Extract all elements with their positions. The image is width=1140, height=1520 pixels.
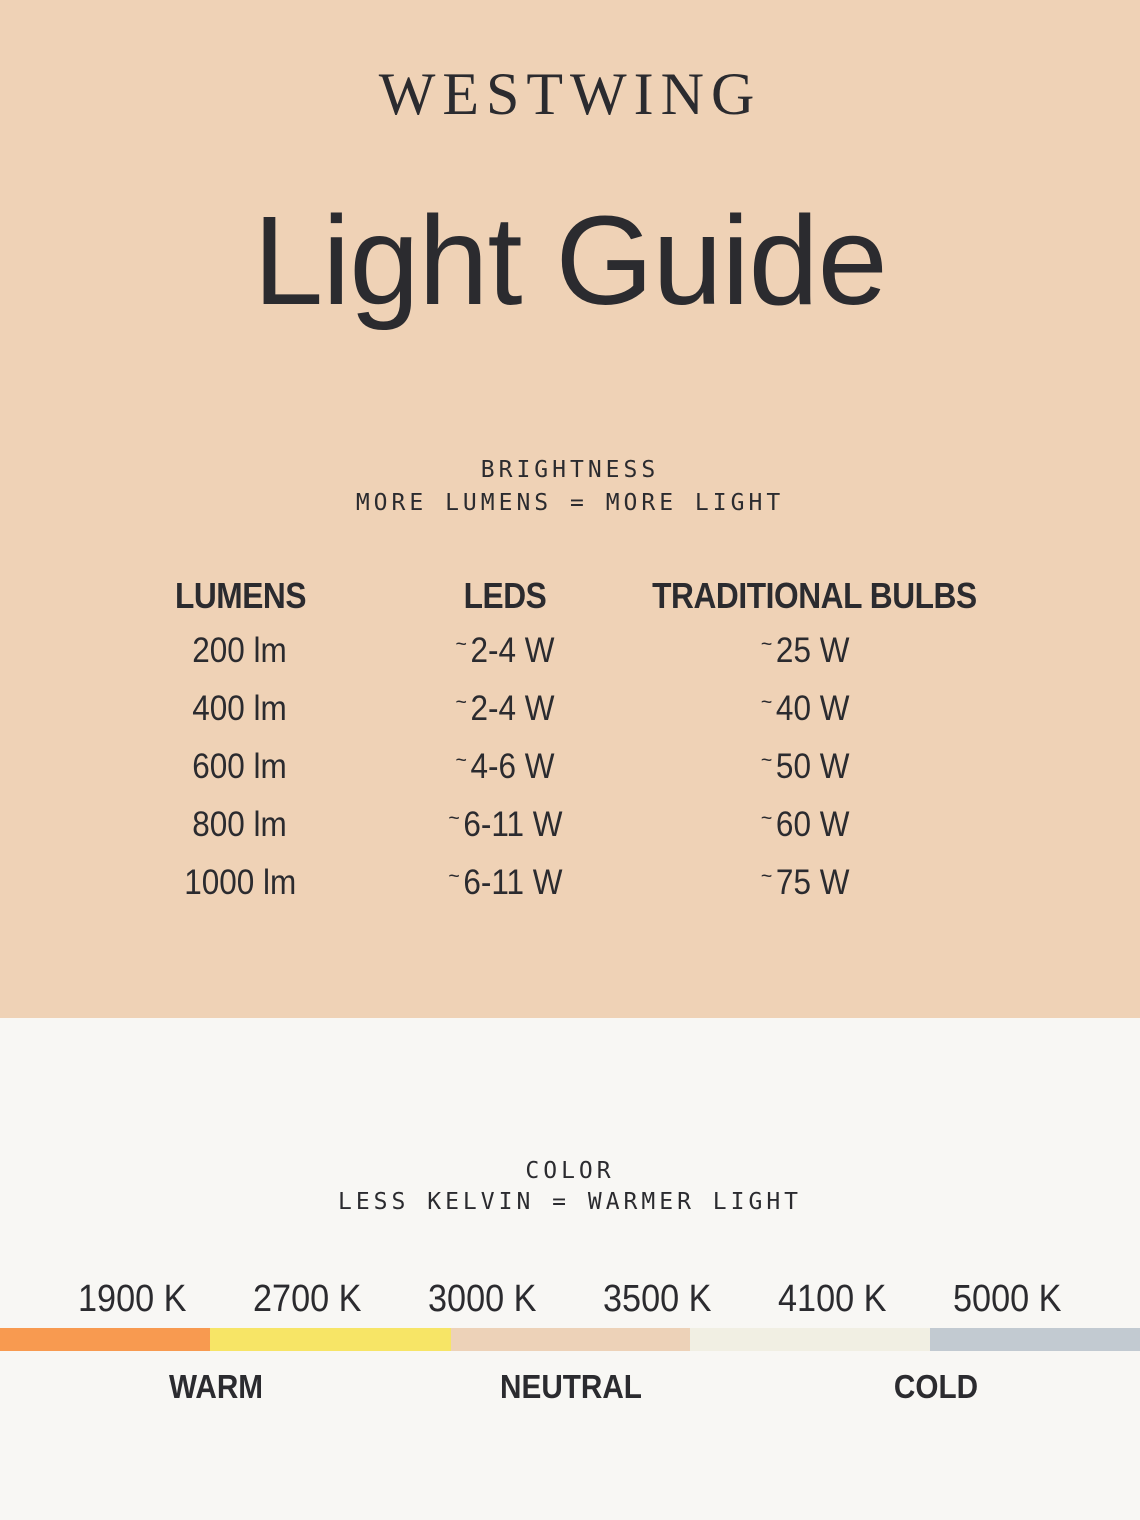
brightness-table-body — [100, 624, 980, 914]
approx-symbol: ~ — [760, 689, 773, 715]
leds-value: 6-11 W — [462, 863, 563, 902]
lumens-value: 1000 lm — [183, 863, 297, 902]
table-row — [100, 798, 980, 856]
brightness-table-header-row — [100, 576, 980, 616]
leds-value: 2-4 W — [470, 689, 555, 728]
temperature-label-text: WARM — [168, 1368, 264, 1405]
bulbs-cell — [630, 682, 980, 740]
approx-symbol: ~ — [447, 863, 460, 889]
brightness-heading: BRIGHTNESS — [480, 457, 660, 483]
temperature-label — [889, 1367, 983, 1407]
bulbs-value: 60 W — [775, 805, 850, 844]
color-temperature-bar-segment — [930, 1328, 1140, 1351]
lumens-cell — [100, 740, 380, 798]
brightness-table — [100, 576, 980, 914]
approx-symbol: ~ — [455, 747, 467, 773]
color-temperature-bar-segment — [210, 1328, 451, 1351]
kelvin-label-text: 3000 K — [428, 1278, 537, 1320]
approx-symbol: ~ — [760, 863, 773, 889]
color-temperature-bar-segment — [0, 1328, 210, 1351]
temperature-label — [492, 1367, 650, 1407]
lumens-value: 600 lm — [192, 747, 288, 786]
bulbs-cell — [630, 740, 980, 798]
temperature-category-labels — [0, 1367, 1140, 1407]
color-temperature-bar-segment — [451, 1328, 690, 1351]
kelvin-scale-labels — [0, 1280, 1140, 1318]
kelvin-label — [220, 1280, 395, 1318]
page-title: Light Guide — [253, 190, 887, 331]
lumens-cell — [100, 798, 380, 856]
lumens-cell — [100, 682, 380, 740]
bulbs-value: 75 W — [775, 863, 850, 902]
brightness-heading-block — [0, 454, 1140, 520]
leds-cell — [380, 740, 630, 798]
lumens-cell — [100, 624, 380, 682]
table-column-header — [100, 576, 380, 616]
table-column-header — [380, 576, 630, 616]
lumens-value: 400 lm — [192, 689, 288, 728]
approx-symbol: ~ — [760, 805, 773, 831]
color-heading: COLOR — [525, 1158, 615, 1184]
color-heading-block — [0, 1018, 1140, 1218]
leds-cell — [380, 624, 630, 682]
approx-symbol: ~ — [455, 631, 467, 657]
kelvin-label-text: 5000 K — [953, 1278, 1062, 1320]
kelvin-label — [570, 1280, 745, 1318]
approx-symbol: ~ — [760, 631, 773, 657]
table-column-header-label: LUMENS — [174, 575, 306, 616]
color-subheading: LESS KELVIN = WARMER LIGHT — [337, 1189, 803, 1215]
leds-value: 6-11 W — [462, 805, 563, 844]
approx-symbol: ~ — [760, 747, 773, 773]
brightness-subheading: MORE LUMENS = MORE LIGHT — [355, 490, 785, 516]
table-row — [100, 624, 980, 682]
leds-value: 4-6 W — [470, 747, 555, 786]
leds-cell — [380, 798, 630, 856]
table-column-header-label: TRADITIONAL BULBS — [652, 575, 977, 616]
bulbs-cell — [630, 856, 980, 914]
kelvin-label — [395, 1280, 570, 1318]
kelvin-label-text: 3500 K — [603, 1278, 712, 1320]
kelvin-label — [745, 1280, 920, 1318]
kelvin-label — [45, 1280, 220, 1318]
table-column-header — [630, 576, 980, 616]
table-row — [100, 740, 980, 798]
bulbs-value: 25 W — [775, 631, 850, 670]
kelvin-label-text: 4100 K — [778, 1278, 887, 1320]
temperature-label-text: NEUTRAL — [500, 1368, 642, 1405]
bulbs-value: 40 W — [775, 689, 850, 728]
table-row — [100, 682, 980, 740]
bulbs-cell — [630, 798, 980, 856]
bulbs-cell — [630, 624, 980, 682]
color-temperature-bar — [0, 1328, 1140, 1351]
leds-value: 2-4 W — [470, 631, 555, 670]
brand-logo: WESTWING — [378, 61, 762, 127]
approx-symbol: ~ — [447, 805, 460, 831]
leds-cell — [380, 682, 630, 740]
bulbs-value: 50 W — [775, 747, 850, 786]
color-section — [0, 1018, 1140, 1520]
leds-cell — [380, 856, 630, 914]
kelvin-label-text: 1900 K — [78, 1278, 187, 1320]
table-row — [100, 856, 980, 914]
kelvin-label-text: 2700 K — [253, 1278, 362, 1320]
temperature-label-text: COLD — [893, 1368, 979, 1405]
temperature-label — [164, 1367, 268, 1407]
approx-symbol: ~ — [455, 689, 467, 715]
lumens-value: 200 lm — [192, 631, 288, 670]
table-column-header-label: LEDS — [463, 575, 547, 616]
color-temperature-bar-segment — [690, 1328, 930, 1351]
lumens-cell — [100, 856, 380, 914]
lumens-value: 800 lm — [192, 805, 288, 844]
kelvin-label — [920, 1280, 1095, 1318]
